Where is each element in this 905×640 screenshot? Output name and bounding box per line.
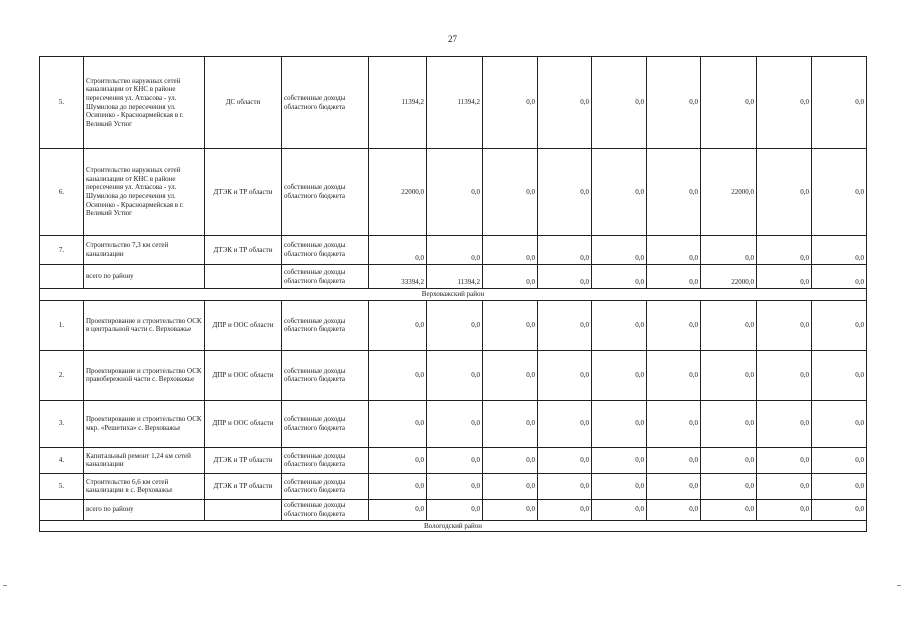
- value-cell: 0,0: [538, 350, 592, 400]
- funding-source: собственные доходы областного бюджета: [282, 400, 369, 447]
- value-cell: 0,0: [427, 149, 483, 236]
- value-cell: 0,0: [701, 473, 757, 499]
- table-row: [40, 265, 867, 289]
- value-cell: 0,0: [483, 499, 538, 520]
- value-cell: 0,0: [369, 447, 427, 473]
- value-cell: 0,0: [812, 236, 867, 265]
- value-cell: 0,0: [757, 57, 812, 149]
- value-cell: 0,0: [647, 447, 701, 473]
- value-cell: 0,0: [538, 57, 592, 149]
- value-cell: 0,0: [592, 350, 647, 400]
- value-cell: 0,0: [427, 447, 483, 473]
- table-row: [40, 57, 867, 149]
- item-name: Строительство 6,6 км сетей канализации в с. Верховажье: [84, 473, 205, 499]
- value-cell: 0,0: [757, 499, 812, 520]
- table-row: [40, 499, 867, 520]
- value-cell: 0,0: [812, 57, 867, 149]
- executor: [205, 499, 282, 520]
- item-name: Строительство наружных сетей канализации от КНС в районе пересечения ул. Атласова - ул. Шумилова до пересечения ул. Осипенко - Красноармейская в г. Великий Устюг: [84, 57, 205, 149]
- funding-source: собственные доходы областного бюджета: [282, 57, 369, 149]
- value-cell: 0,0: [483, 149, 538, 236]
- value-cell: 0,0: [592, 473, 647, 499]
- value-cell: 0,0: [592, 265, 647, 289]
- scan-edge-mark: [897, 585, 901, 586]
- value-cell: 0,0: [592, 236, 647, 265]
- item-name: Капитальный ремонт 1,24 км сетей канализации: [84, 447, 205, 473]
- value-cell: 0,0: [427, 300, 483, 350]
- funding-source: собственные доходы областного бюджета: [282, 300, 369, 350]
- item-name: всего по району: [84, 265, 205, 289]
- value-cell: 0,0: [812, 265, 867, 289]
- value-cell: 0,0: [701, 499, 757, 520]
- value-cell: 0,0: [812, 350, 867, 400]
- row-number: 7.: [40, 236, 84, 265]
- value-cell: 0,0: [647, 350, 701, 400]
- table-row: [40, 300, 867, 350]
- value-cell: 0,0: [538, 447, 592, 473]
- value-cell: 0,0: [483, 473, 538, 499]
- value-cell: 0,0: [483, 400, 538, 447]
- value-cell: 0,0: [538, 265, 592, 289]
- row-number: 4.: [40, 447, 84, 473]
- row-number: [40, 499, 84, 520]
- value-cell: 0,0: [369, 350, 427, 400]
- table-row: [40, 236, 867, 265]
- value-cell: 0,0: [592, 447, 647, 473]
- value-cell: 0,0: [592, 400, 647, 447]
- value-cell: 0,0: [483, 236, 538, 265]
- table-row: [40, 447, 867, 473]
- district-header-row: [40, 520, 867, 532]
- value-cell: 0,0: [483, 350, 538, 400]
- district-header-row: [40, 289, 867, 301]
- value-cell: 22000,0: [701, 149, 757, 236]
- row-number: [40, 265, 84, 289]
- value-cell: 11394,2: [369, 57, 427, 149]
- item-name: Проектирование и строительство ОСК правобережной части с. Верховажье: [84, 350, 205, 400]
- value-cell: 0,0: [427, 473, 483, 499]
- value-cell: 0,0: [369, 499, 427, 520]
- value-cell: 0,0: [483, 300, 538, 350]
- funding-source: собственные доходы областного бюджета: [282, 447, 369, 473]
- executor: ДТЭК и ТР области: [205, 447, 282, 473]
- value-cell: 0,0: [701, 447, 757, 473]
- executor: ДПР и ООС области: [205, 300, 282, 350]
- page-number: 27: [448, 34, 457, 44]
- value-cell: 11394,2: [427, 57, 483, 149]
- value-cell: 0,0: [757, 300, 812, 350]
- item-name: всего по району: [84, 499, 205, 520]
- value-cell: 0,0: [812, 499, 867, 520]
- value-cell: 0,0: [757, 350, 812, 400]
- value-cell: 0,0: [592, 300, 647, 350]
- item-name: Проектирование и строительство ОСК в центральной части с. Верховажье: [84, 300, 205, 350]
- value-cell: 0,0: [369, 473, 427, 499]
- funding-source: собственные доходы областного бюджета: [282, 473, 369, 499]
- value-cell: 0,0: [701, 350, 757, 400]
- table-row: [40, 473, 867, 499]
- row-number: 6.: [40, 149, 84, 236]
- budget-table: [39, 56, 867, 532]
- value-cell: 0,0: [701, 400, 757, 447]
- value-cell: 0,0: [369, 236, 427, 265]
- row-number: 3.: [40, 400, 84, 447]
- row-number: 5.: [40, 57, 84, 149]
- value-cell: 0,0: [701, 236, 757, 265]
- value-cell: 0,0: [647, 57, 701, 149]
- value-cell: 0,0: [647, 473, 701, 499]
- value-cell: 0,0: [483, 447, 538, 473]
- value-cell: 0,0: [483, 265, 538, 289]
- value-cell: 0,0: [369, 400, 427, 447]
- executor: ДТЭК и ТР области: [205, 236, 282, 265]
- value-cell: 0,0: [757, 447, 812, 473]
- value-cell: 22000,0: [369, 149, 427, 236]
- district-header: Верховажский район: [40, 289, 867, 301]
- funding-source: собственные доходы областного бюджета: [282, 149, 369, 236]
- funding-source: собственные доходы областного бюджета: [282, 350, 369, 400]
- value-cell: 0,0: [701, 300, 757, 350]
- value-cell: 0,0: [757, 473, 812, 499]
- value-cell: 0,0: [701, 57, 757, 149]
- value-cell: 0,0: [427, 499, 483, 520]
- value-cell: 0,0: [427, 236, 483, 265]
- value-cell: 0,0: [757, 236, 812, 265]
- value-cell: 0,0: [592, 149, 647, 236]
- table-row: [40, 149, 867, 236]
- value-cell: 0,0: [647, 236, 701, 265]
- value-cell: 0,0: [538, 473, 592, 499]
- value-cell: 0,0: [369, 300, 427, 350]
- value-cell: 0,0: [647, 300, 701, 350]
- value-cell: 0,0: [592, 57, 647, 149]
- value-cell: 0,0: [538, 400, 592, 447]
- executor: ДПР и ООС области: [205, 400, 282, 447]
- district-header: Вологодский район: [40, 520, 867, 532]
- item-name: Строительство 7,3 км сетей канализации: [84, 236, 205, 265]
- value-cell: 22000,0: [701, 265, 757, 289]
- value-cell: 0,0: [538, 499, 592, 520]
- row-number: 1.: [40, 300, 84, 350]
- funding-source: собственные доходы областного бюджета: [282, 265, 369, 289]
- value-cell: 0,0: [757, 265, 812, 289]
- executor: [205, 265, 282, 289]
- item-name: Строительство наружных сетей канализации от КНС в районе пересечения ул. Атласова - ул. Шумилова до пересечения ул. Осипенко - Красноармейская в г. Великий Устюг: [84, 149, 205, 236]
- funding-source: собственные доходы областного бюджета: [282, 236, 369, 265]
- row-number: 5.: [40, 473, 84, 499]
- value-cell: 0,0: [812, 149, 867, 236]
- value-cell: 0,0: [538, 300, 592, 350]
- executor: ДТЭК и ТР области: [205, 149, 282, 236]
- value-cell: 0,0: [647, 265, 701, 289]
- value-cell: 0,0: [427, 400, 483, 447]
- value-cell: 0,0: [812, 473, 867, 499]
- value-cell: 0,0: [538, 149, 592, 236]
- value-cell: 0,0: [812, 400, 867, 447]
- value-cell: 0,0: [647, 400, 701, 447]
- item-name: Проектирование и строительство ОСК мкр. «Решетиха» с. Верховажье: [84, 400, 205, 447]
- value-cell: 0,0: [647, 149, 701, 236]
- value-cell: 11394,2: [427, 265, 483, 289]
- value-cell: 0,0: [483, 57, 538, 149]
- row-number: 2.: [40, 350, 84, 400]
- value-cell: 0,0: [538, 236, 592, 265]
- value-cell: 0,0: [647, 499, 701, 520]
- value-cell: 0,0: [812, 447, 867, 473]
- table-row: [40, 400, 867, 447]
- executor: ДС области: [205, 57, 282, 149]
- value-cell: 0,0: [427, 350, 483, 400]
- value-cell: 33394,2: [369, 265, 427, 289]
- executor: ДТЭК и ТР области: [205, 473, 282, 499]
- scan-edge-mark: [3, 585, 7, 586]
- table-row: [40, 350, 867, 400]
- value-cell: 0,0: [757, 400, 812, 447]
- value-cell: 0,0: [757, 149, 812, 236]
- executor: ДПР и ООС области: [205, 350, 282, 400]
- funding-source: собственные доходы областного бюджета: [282, 499, 369, 520]
- value-cell: 0,0: [592, 499, 647, 520]
- value-cell: 0,0: [812, 300, 867, 350]
